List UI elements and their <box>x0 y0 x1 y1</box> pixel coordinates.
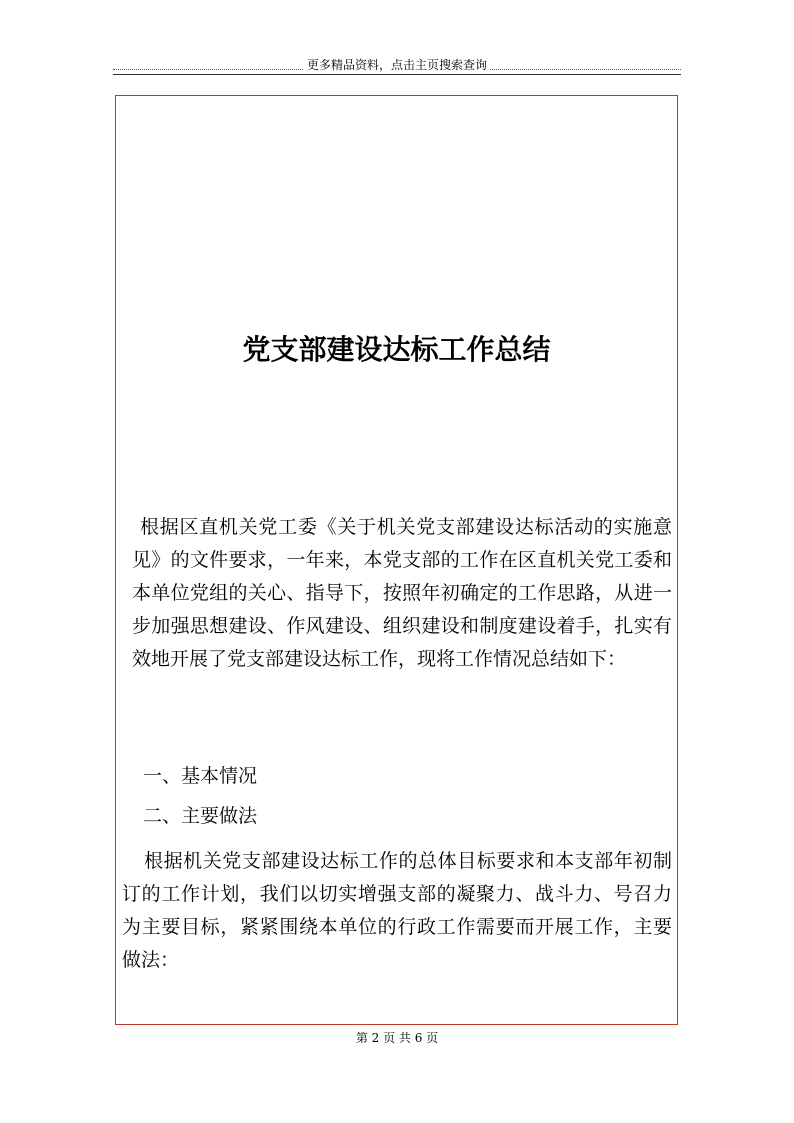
section-heading-main-practices: 二、主要做法 <box>143 805 258 827</box>
header-banner[interactable] <box>113 58 681 72</box>
header-banner-text[interactable]: 更多精品资料，点击主页搜索查询 <box>304 58 490 72</box>
page-number-footer: 第 2 页 共 6 页 <box>355 1031 439 1045</box>
header-rule <box>113 74 681 75</box>
section-2-paragraph: 根据机关党支部建设达标工作的总体目标要求和本支部年初制订的工作计划，我们以切实增强支部的凝聚力、战斗力、号召力为主要目标，紧紧围绕本单位的行政工作需要而开展工作，主要做法： <box>122 850 672 971</box>
section-heading-basic-situation: 一、基本情况 <box>143 765 258 787</box>
intro-paragraph: 根据区直机关党工委《关于机关党支部建设达标活动的实施意见》的文件要求，一年来，本党支部的工作在区直机关党工委和本单位党组的关心、指导下，按照年初确定的工作思路，从进一步加强思想建设、作风建设、组织建设和制度建设着手，扎实有效地开展了党支部建设达标工作，现将工作情况总结如下： <box>132 516 672 670</box>
document-title: 党支部建设达标工作总结 <box>242 333 551 366</box>
